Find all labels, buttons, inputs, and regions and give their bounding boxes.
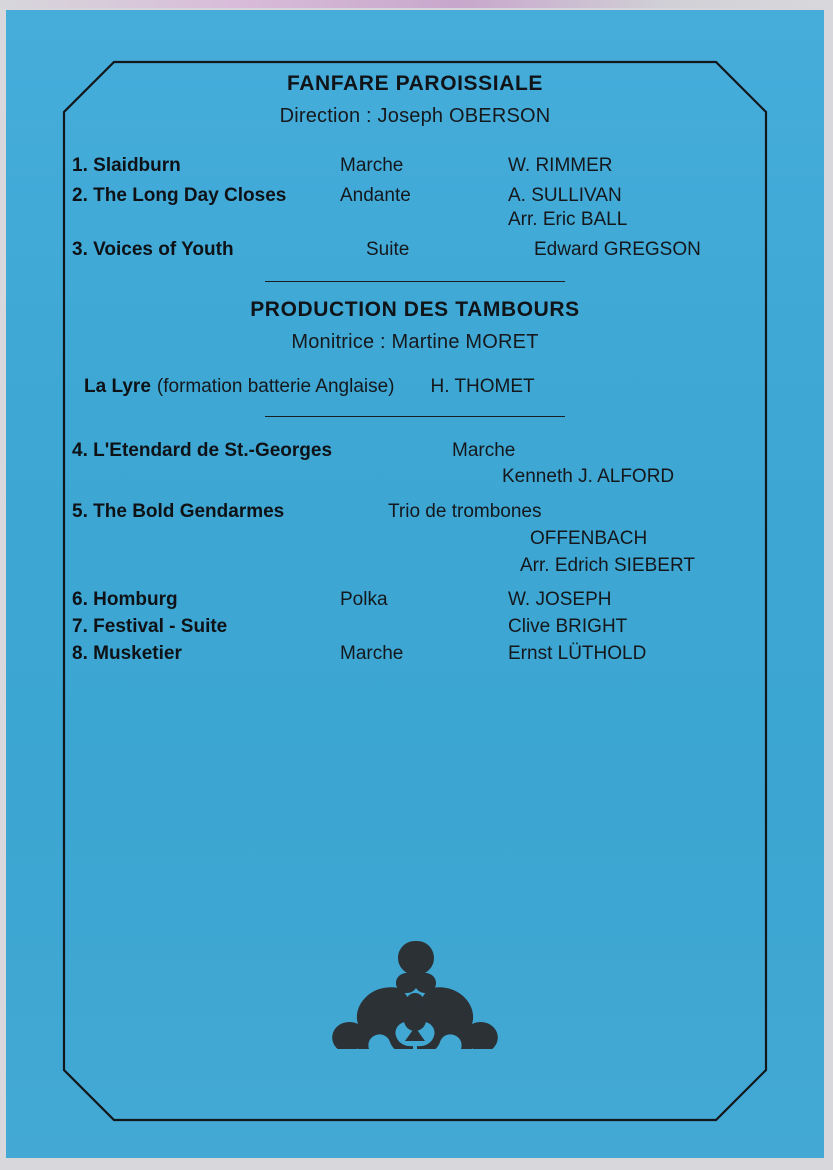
program-composer: W. JOSEPH [508,589,612,611]
program-genre: Marche [340,155,404,176]
program-number: 1. [72,155,88,176]
program-genre: Trio de trombones [388,501,542,523]
program-number-title [72,238,340,263]
section-divider [265,416,565,417]
program-title: Festival - Suite [93,615,228,637]
program-composer-arranger: Arr. Eric BALL [508,209,628,231]
program-composer: OFFENBACH [530,527,648,549]
band-section-title: FANFARE PAROISSIALE [286,72,544,95]
program-row [72,615,758,640]
program-arranger-line [72,554,758,579]
program-title: The Long Day Closes [93,184,287,206]
drums-section-subtitle: Monitrice : Martine MORET [291,330,539,353]
program-composer-line [72,527,758,552]
program-number: 2. [72,184,88,206]
drums-section-title: PRODUCTION DES TAMBOURS [250,297,580,321]
section-divider [265,281,565,282]
program-row [72,500,758,525]
band-program-list-second [72,439,758,667]
program-title: Musketier [93,642,182,664]
program-genre: Marche [340,642,404,664]
program-number-title [72,500,388,525]
program-row [72,184,758,233]
program-composer: A. SULLIVAN [508,184,622,206]
program-number-title [72,184,340,209]
program-number: 7. [72,615,88,637]
program-number-title [72,439,452,464]
drums-piece-name: La Lyre [84,375,151,397]
program-composer-group [508,184,627,233]
program-row [72,238,758,263]
program-title: Slaidburn [93,155,181,176]
drums-program-row [72,376,758,398]
program-number: 3. [72,239,88,261]
program-genre: Marche [452,439,516,461]
program-number: 6. [72,589,88,611]
band-program-list [72,154,758,263]
scan-edge-tint [0,0,833,8]
program-row [72,154,758,179]
drums-piece-description: (formation batterie Anglaise) [156,375,395,397]
program-number-title [72,615,340,640]
program-number-title [72,642,340,667]
band-section-subtitle: Direction : Joseph OBERSON [279,105,551,127]
program-composer: Edward GREGSON [534,239,701,261]
program-number-title [72,588,340,613]
program-title: The Bold Gendarmes [93,501,285,523]
program-composer: Ernst LÜTHOLD [508,642,647,664]
program-composer: Kenneth J. ALFORD [502,466,675,488]
program-content [72,72,758,1112]
program-number: 8. [72,642,88,664]
program-row [72,588,758,613]
program-composer-line [72,465,758,490]
program-title: L'Etendard de St.-Georges [93,439,333,461]
program-composer: W. RIMMER [508,155,613,176]
program-number: 4. [72,439,88,461]
program-number: 5. [72,501,88,523]
program-composer-arranger: Arr. Edrich SIEBERT [520,554,695,576]
program-genre: Andante [340,184,411,206]
floral-ornament-icon [72,939,758,1054]
program-genre: Suite [366,239,410,261]
program-genre: Polka [340,589,388,611]
concert-program-card [6,10,824,1158]
program-row [72,439,758,464]
program-row [72,642,758,667]
program-title: Homburg [93,589,178,611]
program-number-title [72,154,340,179]
program-title: Voices of Youth [93,239,234,261]
program-composer: Clive BRIGHT [508,615,628,637]
drums-piece-composer: H. THOMET [430,375,535,397]
